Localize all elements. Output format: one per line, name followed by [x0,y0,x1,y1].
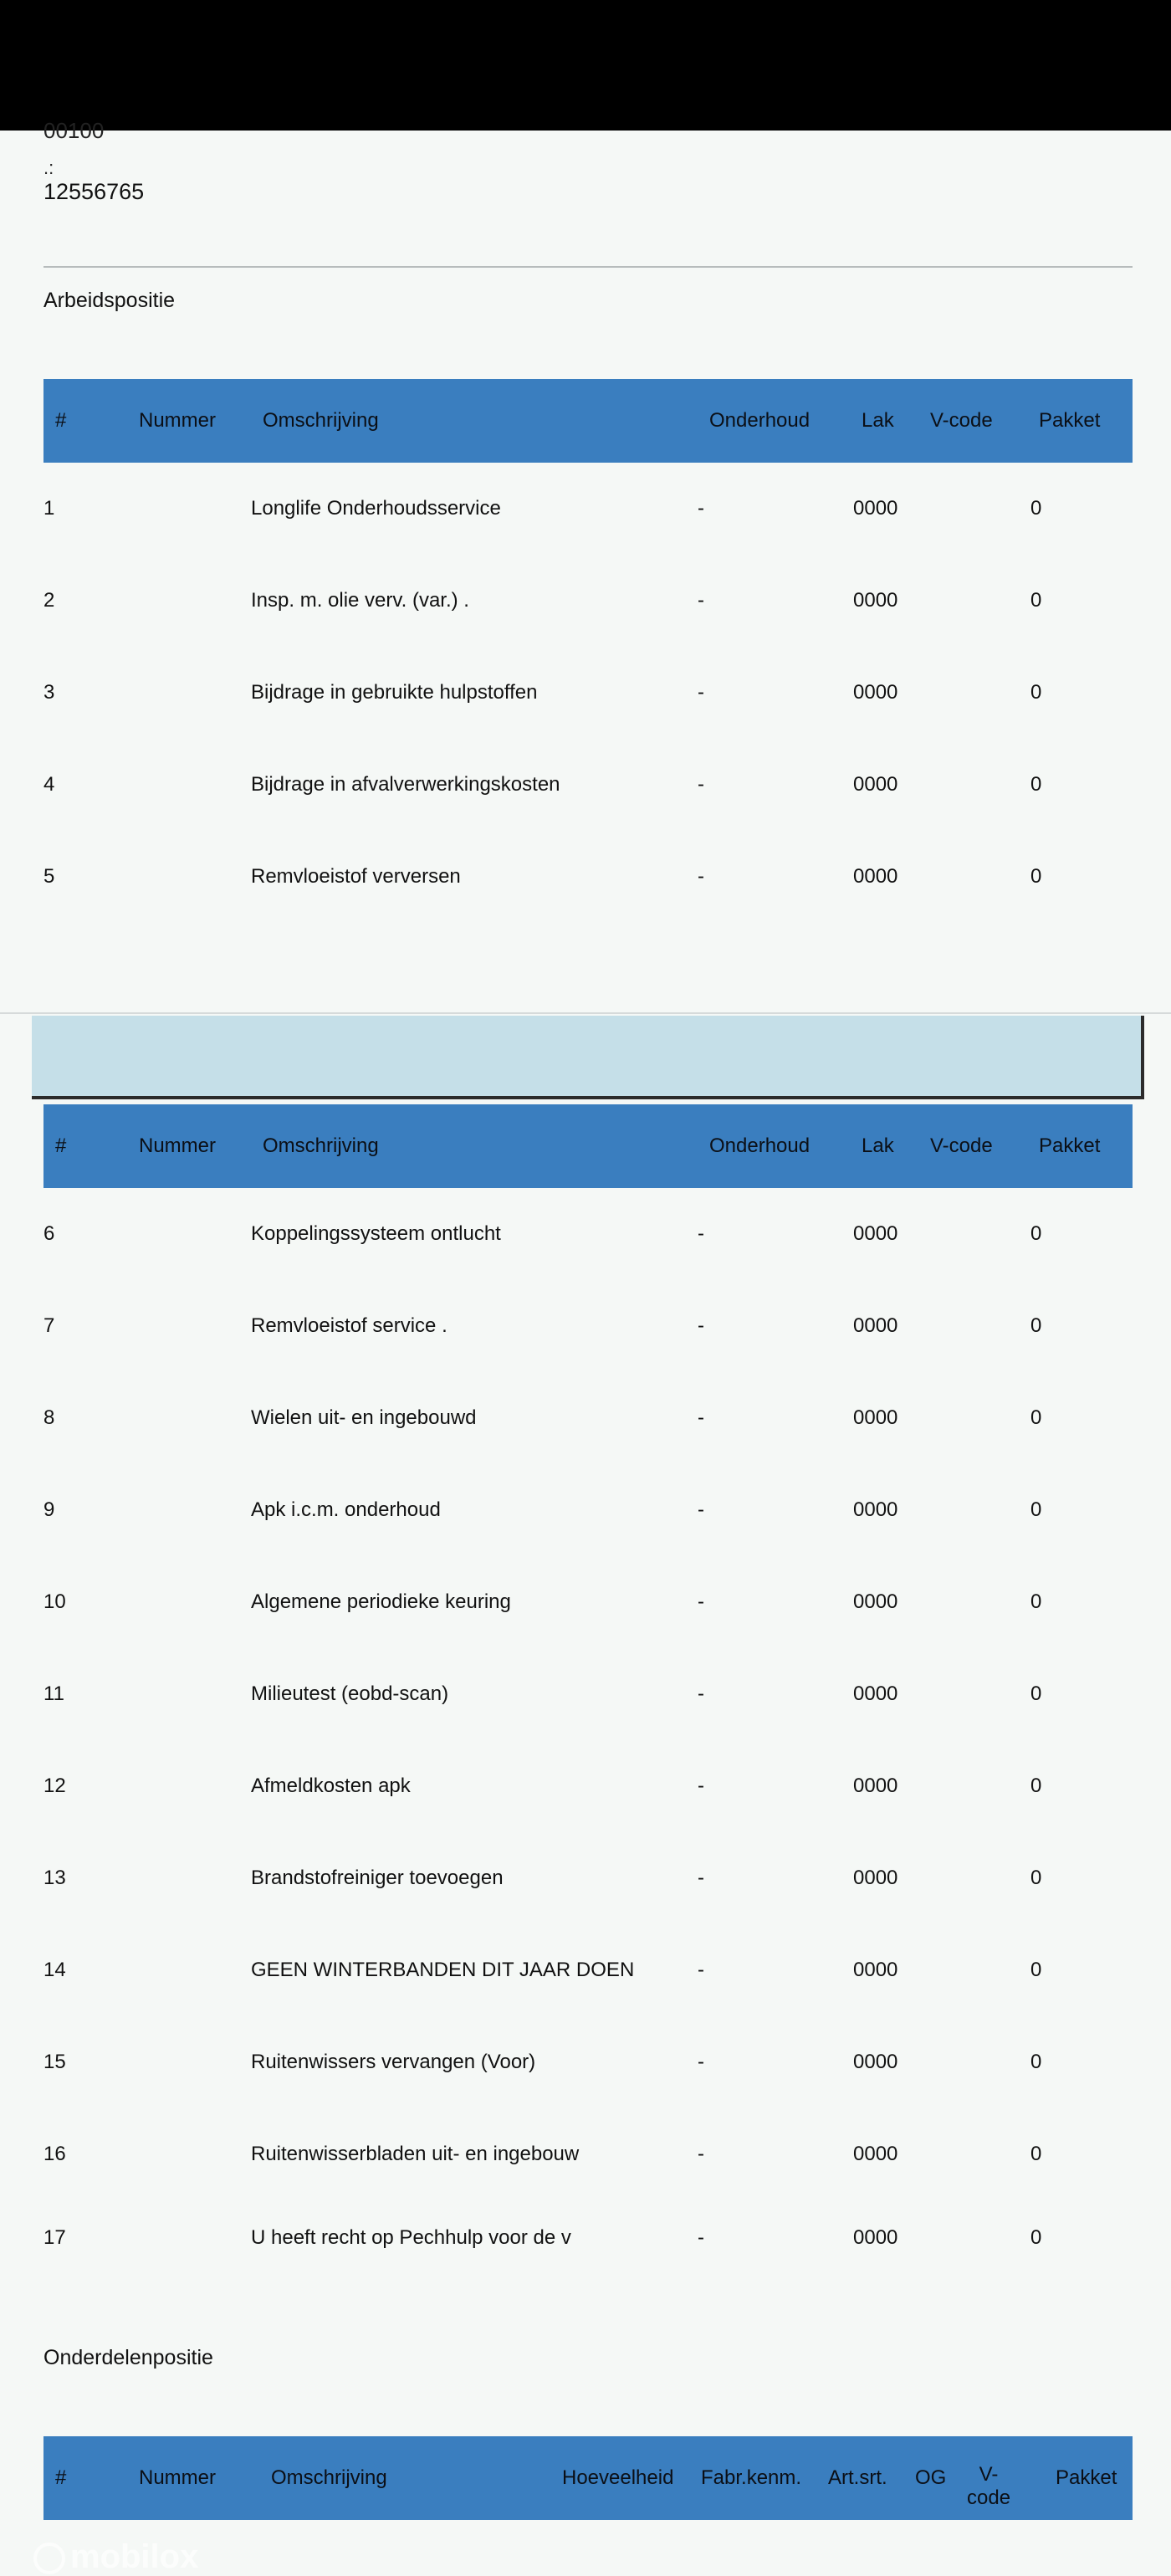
row-onderhoud: - [698,1867,704,1889]
row-lak: 0000 [853,589,898,612]
table-row [43,831,1133,923]
header-og: OG [915,2466,947,2489]
table-row [43,2192,1133,2284]
row-desc: Ruitenwisserbladen uit- en ingebouw [251,2143,580,2165]
row-desc: Brandstofreiniger toevoegen [251,1867,504,1889]
row-lak: 0000 [853,1314,898,1337]
row-pakket: 0 [1030,1775,1042,1797]
row-pakket: 0 [1030,1222,1042,1245]
row-num: 10 [43,1590,66,1613]
row-desc: U heeft recht op Pechhulp voor de v [251,2226,571,2249]
row-lak: 0000 [853,1682,898,1705]
registration-label: .: [43,157,54,178]
table-row [43,1372,1133,1464]
row-onderhoud: - [698,589,704,612]
row-lak: 0000 [853,1498,898,1521]
header-fabrkenm: Fabr.kenm. [701,2466,802,2489]
table-row [43,739,1133,831]
watermark [33,2538,198,2576]
row-lak: 0000 [853,1959,898,1981]
header-pakket: Pakket [1056,2466,1117,2489]
header-vcode: V-code [930,1134,993,1157]
row-pakket: 0 [1030,1590,1042,1613]
header-lak: Lak [862,1134,894,1157]
header-vcode: V-code [930,409,993,432]
header-num: # [55,2466,67,2489]
row-onderhoud: - [698,1406,704,1429]
row-desc: Afmeldkosten apk [251,1775,411,1797]
header-onderhoud: Onderhoud [709,1134,810,1157]
table-row [43,1556,1133,1648]
row-lak: 0000 [853,865,898,888]
row-num: 9 [43,1498,55,1521]
table-row [43,1464,1133,1556]
table-row [43,1648,1133,1740]
row-num: 7 [43,1314,55,1337]
row-num: 16 [43,2143,66,2165]
screenshot-seam [0,1012,1171,1014]
row-num: 4 [43,773,55,796]
row-pakket: 0 [1030,589,1042,612]
row-desc: Longlife Onderhoudsservice [251,497,501,520]
row-num: 3 [43,681,55,704]
row-pakket: 0 [1030,1959,1042,1981]
row-onderhoud: - [698,2143,704,2165]
row-pakket: 0 [1030,773,1042,796]
row-pakket: 0 [1030,2226,1042,2249]
row-onderhoud: - [698,2226,704,2249]
header-nummer: Nummer [139,2466,217,2489]
row-pakket: 0 [1030,1498,1042,1521]
header-pakket: Pakket [1039,409,1101,432]
row-pakket: 0 [1030,1406,1042,1429]
watermark-logo-icon [33,2543,65,2574]
row-lak: 0000 [853,773,898,796]
row-onderhoud: - [698,681,704,704]
row-num: 17 [43,2226,66,2249]
row-desc: Remvloeistof service . [251,1314,447,1337]
row-pakket: 0 [1030,2051,1042,2073]
scroll-band [32,1016,1144,1099]
row-lak: 0000 [853,1406,898,1429]
table-row [43,2016,1133,2108]
row-desc: GEEN WINTERBANDEN DIT JAAR DOEN [251,1959,635,1981]
row-onderhoud: - [698,1775,704,1797]
header-num: # [55,409,67,432]
row-num: 14 [43,1959,66,1981]
row-pakket: 0 [1030,1314,1042,1337]
top-black-bar [0,0,1171,131]
row-lak: 0000 [853,1590,898,1613]
row-pakket: 0 [1030,2143,1042,2165]
row-lak: 0000 [853,1222,898,1245]
row-num: 8 [43,1406,55,1429]
header-nummer: Nummer [139,409,217,432]
header-artsrt: Art.srt. [828,2466,887,2489]
row-desc: Remvloeistof verversen [251,865,461,888]
row-num: 1 [43,497,55,520]
row-onderhoud: - [698,1682,704,1705]
row-desc: Wielen uit- en ingebouwd [251,1406,477,1429]
row-pakket: 0 [1030,1682,1042,1705]
row-lak: 0000 [853,1867,898,1889]
row-onderhoud: - [698,2051,704,2073]
cut-off-text: 00100 [43,118,105,143]
table-row [43,1740,1133,1832]
table-row [43,1280,1133,1372]
header-num: # [55,1134,67,1157]
row-onderhoud: - [698,773,704,796]
labor-table-header-repeat [43,1104,1133,1188]
row-onderhoud: - [698,865,704,888]
row-desc: Bijdrage in afvalverwerkingskosten [251,773,560,796]
header-lak: Lak [862,409,894,432]
labor-section-title: Arbeidspositie [43,289,176,312]
row-num: 15 [43,2051,66,2073]
header-omschrijving: Omschrijving [263,1134,379,1157]
table-row [43,1924,1133,2016]
row-pakket: 0 [1030,681,1042,704]
header-vcode: V-code [967,2463,1011,2509]
row-num: 12 [43,1775,66,1797]
header-onderhoud: Onderhoud [709,409,810,432]
registration-number: 12556765 [43,179,145,204]
labor-table-header [43,379,1133,463]
watermark-text: mobilox [70,2538,199,2575]
row-pakket: 0 [1030,865,1042,888]
row-onderhoud: - [698,1590,704,1613]
row-desc: Apk i.c.m. onderhoud [251,1498,441,1521]
table-row [43,2108,1133,2200]
header-nummer: Nummer [139,1134,217,1157]
row-num: 13 [43,1867,66,1889]
header-omschrijving: Omschrijving [263,409,379,432]
header-pakket: Pakket [1039,1134,1101,1157]
row-num: 2 [43,589,55,612]
row-onderhoud: - [698,497,704,520]
table-row [43,647,1133,739]
parts-section-title: Onderdelenpositie [43,2346,213,2369]
row-lak: 0000 [853,497,898,520]
header-omschrijving: Omschrijving [271,2466,387,2489]
table-row [43,555,1133,647]
row-desc: Milieutest (eobd-scan) [251,1682,449,1705]
row-num: 11 [43,1682,64,1705]
row-desc: Ruitenwissers vervangen (Voor) [251,2051,536,2073]
row-lak: 0000 [853,2226,898,2249]
row-desc: Koppelingssysteem ontlucht [251,1222,501,1245]
header-hoeveelheid: Hoeveelheid [562,2466,674,2489]
parts-table-header [43,2436,1133,2520]
table-row [43,1188,1133,1280]
row-lak: 0000 [853,2051,898,2073]
row-onderhoud: - [698,1314,704,1337]
row-onderhoud: - [698,1959,704,1981]
divider [43,266,1133,268]
row-num: 5 [43,865,55,888]
row-desc: Insp. m. olie verv. (var.) . [251,589,469,612]
row-onderhoud: - [698,1498,704,1521]
table-row [43,1832,1133,1924]
row-desc: Algemene periodieke keuring [251,1590,511,1613]
row-desc: Bijdrage in gebruikte hulpstoffen [251,681,538,704]
row-lak: 0000 [853,681,898,704]
row-lak: 0000 [853,2143,898,2165]
row-pakket: 0 [1030,497,1042,520]
row-pakket: 0 [1030,1867,1042,1889]
row-num: 6 [43,1222,55,1245]
table-row [43,463,1133,555]
row-lak: 0000 [853,1775,898,1797]
row-onderhoud: - [698,1222,704,1245]
